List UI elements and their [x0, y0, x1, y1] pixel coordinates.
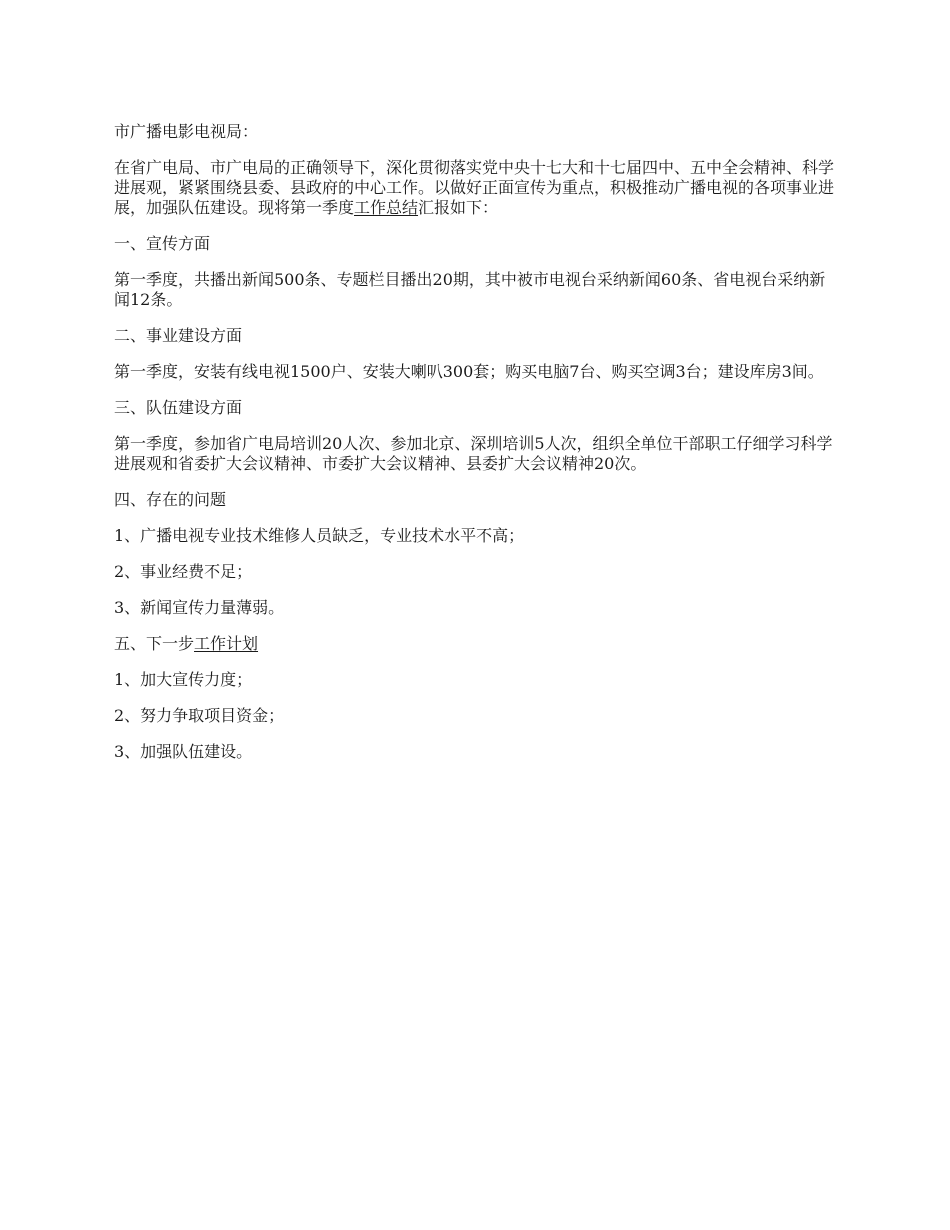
work-summary-link[interactable]: 工作总结	[354, 198, 419, 217]
document-body	[114, 122, 840, 778]
salutation: 市广播电影电视局：	[114, 122, 259, 141]
section-body-construction: 第一季度，安装有线电视1500户、安装大喇叭300套；购买电脑7台、购买空调3台；建设库房3间。	[114, 362, 824, 381]
list-item: 1、加大宣传力度；	[114, 670, 253, 689]
list-item: 3、新闻宣传力量薄弱。	[114, 598, 285, 617]
intro-text-end: 汇报如下：	[418, 198, 499, 217]
list-item: 3、加强队伍建设。	[114, 742, 253, 761]
next-steps-prefix: 五、下一步	[114, 634, 195, 653]
section-heading-construction: 二、事业建设方面	[114, 326, 243, 345]
intro-text: 在省广电局、市广电局的正确领导下，深化贯彻落实党中央十七大和十七届四中、五中全会精神、科学进展观，紧紧围绕县委、县政府的中心工作。以做好正面宣传为重点，积极推动广播电视的各项事业进展，加强队伍建设。现将第一季度	[114, 158, 835, 217]
section-heading-next-steps	[114, 634, 840, 654]
section-body-publicity: 第一季度，共播出新闻500条、专题栏目播出20期，其中被市电视台采纳新闻60条、省电视台采纳新闻12条。	[114, 270, 826, 309]
list-item: 2、努力争取项目资金；	[114, 706, 285, 725]
section-heading-publicity: 一、宣传方面	[114, 234, 211, 253]
section-heading-problems: 四、存在的问题	[114, 490, 227, 509]
list-item: 1、广播电视专业技术维修人员缺乏，专业技术水平不高；	[114, 526, 525, 545]
intro-paragraph	[114, 158, 840, 218]
list-item: 2、事业经费不足；	[114, 562, 253, 581]
section-heading-team: 三、队伍建设方面	[114, 398, 243, 417]
work-plan-link[interactable]: 工作计划	[194, 634, 259, 653]
section-body-team: 第一季度，参加省广电局培训20人次、参加北京、深圳培训5人次，组织全单位干部职工仔细学习科学进展观和省委扩大会议精神、市委扩大会议精神、县委扩大会议精神20次。	[114, 434, 833, 473]
